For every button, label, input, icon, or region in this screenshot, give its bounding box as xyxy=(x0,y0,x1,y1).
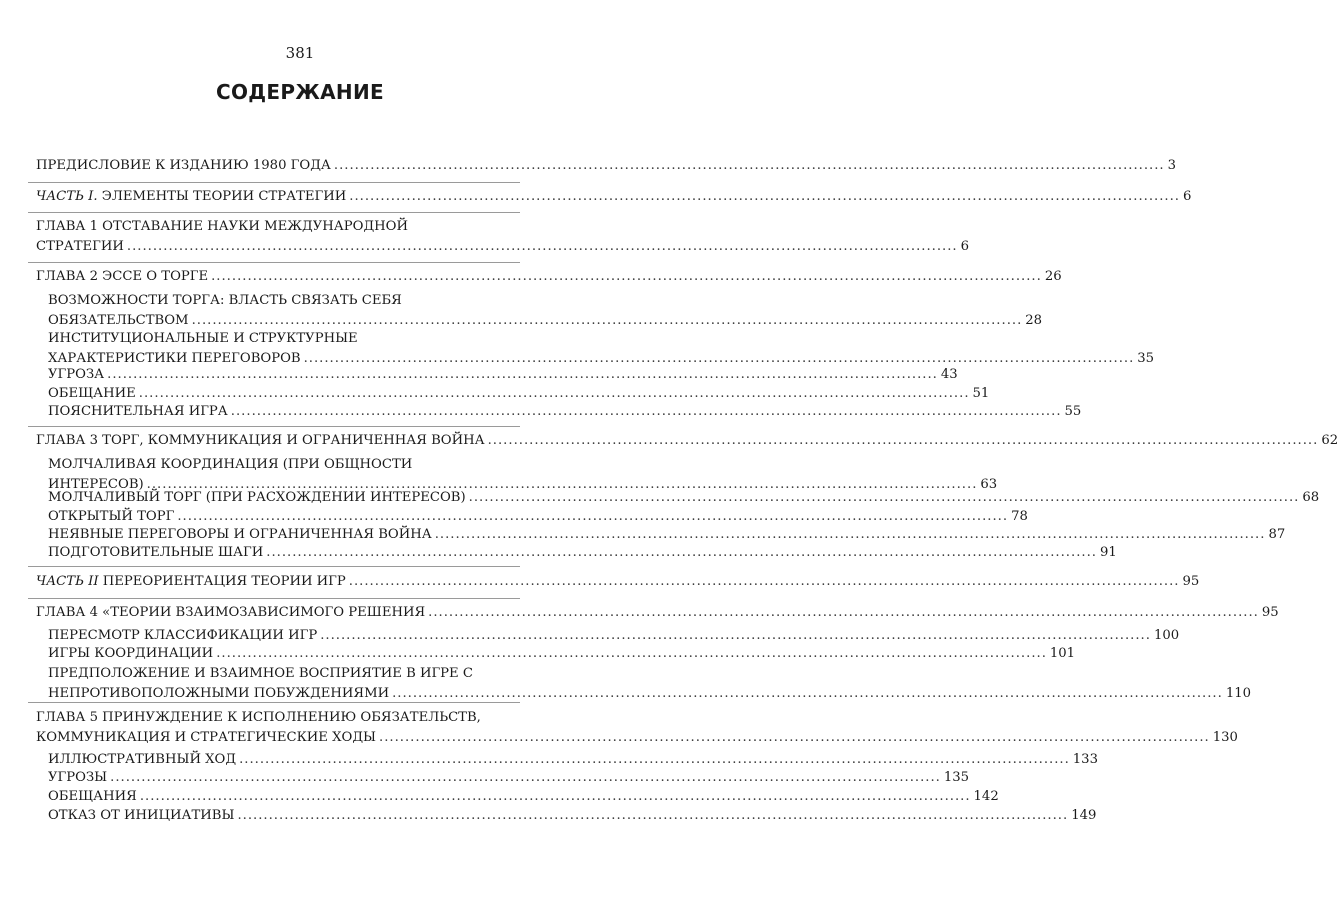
toc-entry-title: ГЛАВА 3 ТОРГ, КОММУНИКАЦИЯ И ОГРАНИЧЕННАЯ ВОЙНА xyxy=(36,433,485,448)
page-title: СОДЕРЖАНИЕ xyxy=(216,80,384,104)
toc-entry-section[interactable] xyxy=(48,787,999,807)
toc-entry-title-cont: НЕПРОТИВОПОЛОЖНЫМИ ПОБУЖДЕНИЯМИ xyxy=(48,686,390,701)
toc-entry-title: ПЕРЕОРИЕНТАЦИЯ ТЕОРИИ ИГР xyxy=(98,574,346,589)
toc-page-ref: 28 xyxy=(1025,313,1043,328)
page-number: 381 xyxy=(285,44,315,62)
toc-entry-title: ВОЗМОЖНОСТИ ТОРГА: ВЛАСТЬ СВЯЗАТЬ СЕБЯ xyxy=(48,293,402,308)
toc-page-ref: 6 xyxy=(1182,189,1192,204)
toc-entry-title-cont: ХАРАКТЕРИСТИКИ ПЕРЕГОВОРОВ xyxy=(48,351,301,366)
dot-leader: ................................................................................................................................................................ xyxy=(139,789,971,804)
toc-entry-section[interactable] xyxy=(48,384,990,404)
toc-entry-title: ГЛАВА 4 «ТЕОРИИ ВЗАИМОЗАВИСИМОГО РЕШЕНИЯ xyxy=(36,605,426,620)
dot-leader: ................................................................................................................................................................ xyxy=(392,686,1223,701)
toc-page-ref: 87 xyxy=(1268,527,1286,542)
toc-entry-title: ОБЕЩАНИЯ xyxy=(48,789,137,804)
dot-leader: ................................................................................................................................................................ xyxy=(126,239,958,254)
toc-entry-title: УГРОЗА xyxy=(48,367,105,382)
toc-entry-chapter-3[interactable] xyxy=(36,431,1338,451)
dot-leader: ................................................................................................................................................................ xyxy=(333,158,1165,173)
toc-entry-section[interactable] xyxy=(48,644,1076,664)
toc-entry-title: ОБЕЩАНИЕ xyxy=(48,386,136,401)
part-label: ЧАСТЬ II xyxy=(36,574,99,589)
toc-page-ref: 110 xyxy=(1225,686,1251,701)
toc-entry-title: ГЛАВА 5 ПРИНУЖДЕНИЕ К ИСПОЛНЕНИЮ ОБЯЗАТЕЛЬСТВ, xyxy=(36,710,481,725)
dot-leader: ................................................................................................................................................................ xyxy=(487,433,1319,448)
toc-entry-section[interactable] xyxy=(48,768,970,788)
toc-entry-title: ЭЛЕМЕНТЫ ТЕОРИИ СТРАТЕГИИ xyxy=(97,189,347,204)
toc-entry-title-cont: СТРАТЕГИИ xyxy=(36,239,124,254)
dot-leader: ................................................................................................................................................................ xyxy=(239,752,1070,767)
toc-page-ref: 35 xyxy=(1137,351,1155,366)
toc-page-ref: 62 xyxy=(1321,433,1338,448)
section-divider xyxy=(28,566,520,567)
dot-leader: ................................................................................................................................................................ xyxy=(191,313,1023,328)
toc-entry-chapter-2[interactable] xyxy=(36,267,1062,287)
toc-entry-title: ИГРЫ КООРДИНАЦИИ xyxy=(48,646,214,661)
toc-entry-title: ИЛЛЮСТРАТИВНЫЙ ХОД xyxy=(48,752,237,767)
toc-entry-title: ПРЕДПОЛОЖЕНИЕ И ВЗАИМНОЕ ВОСПРИЯТИЕ В ИГРЕ С xyxy=(48,666,473,681)
toc-page-ref: 101 xyxy=(1049,646,1076,661)
toc-entry-section[interactable] xyxy=(48,402,1082,422)
toc-entry-section[interactable] xyxy=(48,806,1097,826)
toc-entry-section[interactable] xyxy=(48,664,1251,704)
toc-page-ref: 133 xyxy=(1072,752,1098,767)
toc-entry-title: МОЛЧАЛИВЫЙ ТОРГ (ПРИ РАСХОЖДЕНИИ ИНТЕРЕСОВ) xyxy=(48,490,466,505)
toc-page-ref: 6 xyxy=(960,239,970,254)
dot-leader: ................................................................................................................................................................ xyxy=(348,574,1180,589)
toc-entry-section[interactable] xyxy=(48,507,1028,527)
toc-page-ref: 95 xyxy=(1261,605,1279,620)
toc-page-ref: 95 xyxy=(1182,574,1200,589)
section-divider xyxy=(28,262,520,263)
dot-leader: ................................................................................................................................................................ xyxy=(146,477,978,492)
toc-page-ref: 149 xyxy=(1071,808,1097,823)
dot-leader: ................................................................................................................................................................ xyxy=(303,351,1135,366)
toc-entry-title-cont: КОММУНИКАЦИЯ И СТРАТЕГИЧЕСКИЕ ХОДЫ xyxy=(36,730,377,745)
dot-leader: ................................................................................................................................................................ xyxy=(428,605,1259,620)
toc-entry-title: МОЛЧАЛИВАЯ КООРДИНАЦИЯ (ПРИ ОБЩНОСТИ xyxy=(48,457,413,472)
toc-entry-section[interactable] xyxy=(48,488,1320,508)
dot-leader: ................................................................................................................................................................ xyxy=(216,646,1047,661)
toc-entry-section[interactable] xyxy=(48,750,1098,770)
section-divider xyxy=(28,212,520,213)
dot-leader: ................................................................................................................................................................ xyxy=(107,367,938,382)
toc-entry-title: ПЕРЕСМОТР КЛАССИФИКАЦИИ ИГР xyxy=(48,628,318,643)
toc-page-ref: 91 xyxy=(1099,545,1117,560)
dot-leader: ................................................................................................................................................................ xyxy=(320,628,1151,643)
toc-entry-title: УГРОЗЫ xyxy=(48,770,108,785)
toc-entry-title-cont: ИНТЕРЕСОВ) xyxy=(48,477,144,492)
dot-leader: ................................................................................................................................................................ xyxy=(110,770,941,785)
section-divider xyxy=(28,182,520,183)
toc-page-ref: 142 xyxy=(973,789,999,804)
toc-entry-section[interactable] xyxy=(48,525,1286,545)
toc-page-ref: 68 xyxy=(1302,490,1320,505)
toc-entry-part-1[interactable] xyxy=(36,187,1192,207)
dot-leader: ................................................................................................................................................................ xyxy=(211,269,1042,284)
dot-leader: ................................................................................................................................................................ xyxy=(468,490,1300,505)
toc-entry-title-cont: ОБЯЗАТЕЛЬСТВОМ xyxy=(48,313,189,328)
toc-entry-title: ПОДГОТОВИТЕЛЬНЫЕ ШАГИ xyxy=(48,545,264,560)
dot-leader: ................................................................................................................................................................ xyxy=(237,808,1069,823)
toc-entry-section[interactable] xyxy=(48,365,958,385)
toc-page-ref: 135 xyxy=(943,770,970,785)
section-divider xyxy=(28,426,520,427)
toc-entry-part-2[interactable] xyxy=(36,572,1200,592)
dot-leader: ................................................................................................................................................................ xyxy=(434,527,1266,542)
toc-entry-title: ГЛАВА 1 ОТСТАВАНИЕ НАУКИ МЕЖДУНАРОДНОЙ xyxy=(36,219,408,234)
toc-entry-title: ГЛАВА 2 ЭССЕ О ТОРГЕ xyxy=(36,269,209,284)
toc-page-ref: 43 xyxy=(940,367,958,382)
toc-entry-section[interactable] xyxy=(48,543,1117,563)
toc-page-ref: 3 xyxy=(1167,158,1177,173)
dot-leader: ................................................................................................................................................................ xyxy=(349,189,1180,204)
toc-entry-title: ОТКАЗ ОТ ИНИЦИАТИВЫ xyxy=(48,808,235,823)
toc-entry-chapter-1[interactable] xyxy=(36,217,970,257)
toc-page-ref: 78 xyxy=(1011,509,1028,524)
toc-entry-chapter-5[interactable] xyxy=(36,708,1238,748)
section-divider xyxy=(28,598,520,599)
dot-leader: ................................................................................................................................................................ xyxy=(138,386,970,401)
toc-entry-title: ИНСТИТУЦИОНАЛЬНЫЕ И СТРУКТУРНЫЕ xyxy=(48,331,358,346)
toc-entry-preface[interactable] xyxy=(36,156,1177,176)
dot-leader: ................................................................................................................................................................ xyxy=(177,509,1009,524)
dot-leader: ................................................................................................................................................................ xyxy=(266,545,1097,560)
toc-page-ref: 26 xyxy=(1044,269,1062,284)
toc-page-ref: 63 xyxy=(980,477,998,492)
toc-entry-section[interactable] xyxy=(48,626,1180,646)
toc-page-ref: 51 xyxy=(972,386,990,401)
toc-entry-title: НЕЯВНЫЕ ПЕРЕГОВОРЫ И ОГРАНИЧЕННАЯ ВОЙНА xyxy=(48,527,432,542)
toc-entry-section[interactable] xyxy=(48,291,1043,331)
toc-page-ref: 100 xyxy=(1153,628,1180,643)
toc-entry-title: ПРЕДИСЛОВИЕ К ИЗДАНИЮ 1980 ГОДА xyxy=(36,158,331,173)
toc-page-ref: 55 xyxy=(1064,404,1082,419)
part-label: ЧАСТЬ I. xyxy=(36,189,98,204)
toc-entry-title: ПОЯСНИТЕЛЬНАЯ ИГРА xyxy=(48,404,228,419)
toc-entry-chapter-4[interactable] xyxy=(36,603,1279,623)
toc-entry-section[interactable] xyxy=(48,329,1155,369)
dot-leader: ................................................................................................................................................................ xyxy=(379,730,1210,745)
dot-leader: ................................................................................................................................................................ xyxy=(230,404,1062,419)
toc-page-ref: 130 xyxy=(1212,730,1238,745)
toc-entry-title: ОТКРЫТЫЙ ТОРГ xyxy=(48,509,175,524)
